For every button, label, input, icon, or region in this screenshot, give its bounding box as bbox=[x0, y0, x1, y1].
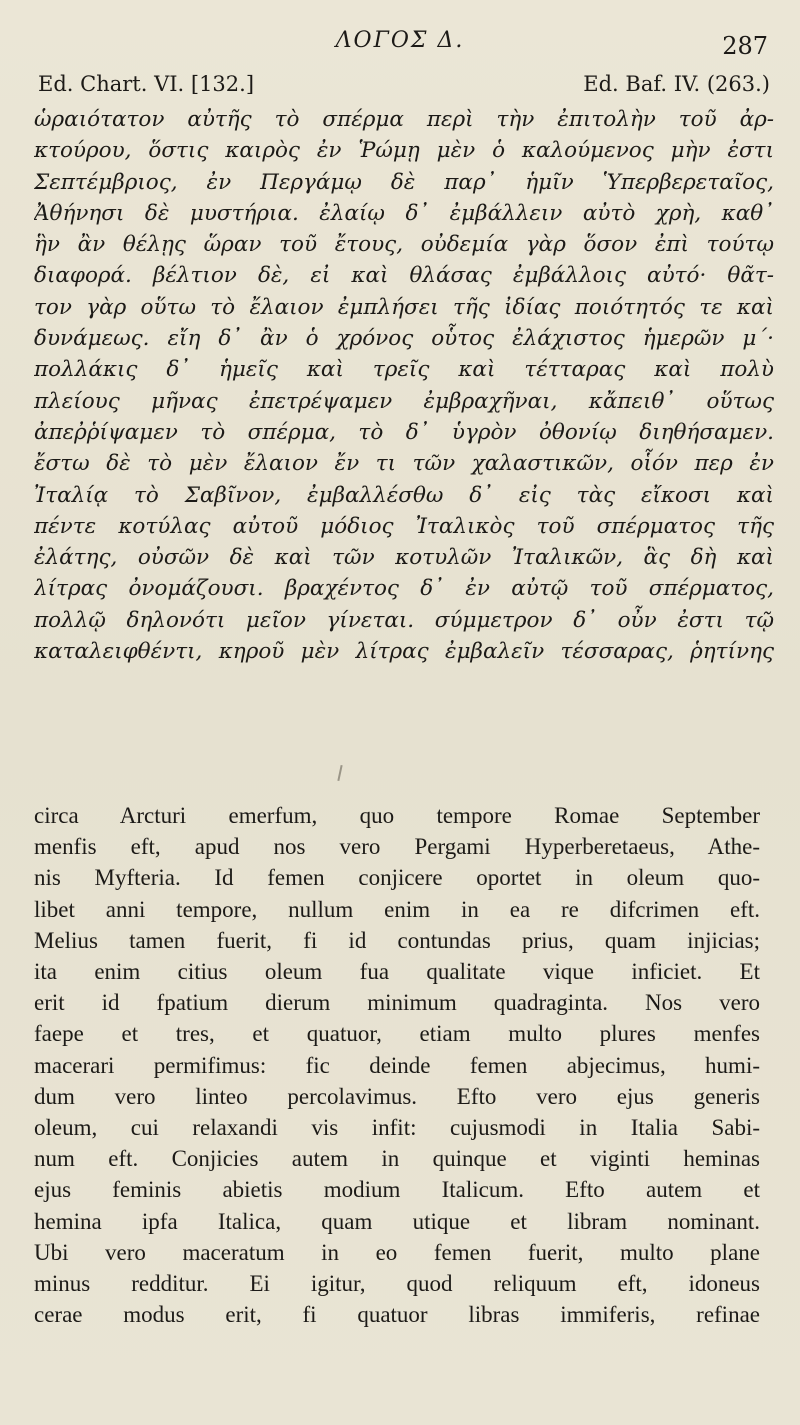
latin-text-line: ita enim citius oleum fua qualitate vique inficiet. Et bbox=[34, 959, 760, 985]
greek-text-line: Ἰταλίᾳ τὸ Σαβῖνον, ἐμβαλλέσθω δ᾽ εἰς τὰς εἴκοσι καὶ bbox=[34, 482, 774, 508]
greek-text-line: Ἀθήνησι δὲ μυστήρια. ἐλαίῳ δ᾽ ἐμβάλλειν αὐτὸ χρὴ, καθ᾽ bbox=[34, 200, 774, 226]
latin-text-line: circa Arcturi emerfum, quo tempore Romae September bbox=[34, 803, 760, 828]
greek-text-line: ἀπεῤῥίψαμεν τὸ σπέρμα, τὸ δ᾽ ὑγρὸν ὀθονίῳ διηθήσαμεν. bbox=[34, 419, 774, 445]
greek-text-line: πολλῷ δηλονότι μεῖον γίνεται. σύμμετρον δ᾽ οὖν ἐστι τῷ bbox=[34, 607, 774, 633]
latin-text-line: ejus feminis abietis modium Italicum. Efto autem et bbox=[34, 1177, 760, 1203]
latin-text-line: num eft. Conjicies autem in quinque et viginti heminas bbox=[34, 1146, 760, 1172]
latin-text-line: oleum, cui relaxandi vis infit: cujusmodi in Italia Sabi- bbox=[34, 1115, 760, 1141]
latin-text-line: hemina ipfa Italica, quam utique et libram nominant. bbox=[34, 1208, 760, 1234]
edition-chartier: Ed. Chart. VI. [132.] bbox=[38, 72, 255, 96]
greek-text-line: δυνάμεως. εἴη δ᾽ ἂν ὁ χρόνος οὗτος ἐλάχιστος ἡμερῶν μ΄· bbox=[34, 326, 774, 352]
greek-text-line: καταλειφθέντι, κηροῦ μὲν λίτρας ἐμβαλεῖν τέσσαρας, ῥητίνης bbox=[34, 639, 774, 665]
latin-text-line: faepe et tres, et quatuor, etiam multo plures menfes bbox=[34, 1021, 760, 1047]
latin-text-line: Ubi vero maceratum in eo femen fuerit, multo plane bbox=[34, 1239, 760, 1265]
greek-text-line: Σεπτέμβριος, ἐν Περγάμῳ δὲ παρ᾽ ἡμῖν Ὑπερβερεταῖος, bbox=[34, 169, 774, 195]
running-head: ΛΟΓΟΣ Δ. bbox=[335, 28, 465, 53]
greek-text-line: πολλάκις δ᾽ ἡμεῖς καὶ τρεῖς καὶ τέτταρας καὶ πολὺ bbox=[34, 357, 774, 383]
edition-references bbox=[38, 72, 770, 96]
latin-text-line: Melius tamen fuerit, fi id contundas prius, quam injicias; bbox=[34, 927, 760, 953]
greek-text-line: πλείους μῆνας ἐπετρέψαμεν ἐμβραχῆναι, κἄπειθ᾽ οὕτως bbox=[34, 388, 774, 414]
latin-text-line: erit id fpatium dierum minimum quadraginta. Nos vero bbox=[34, 990, 760, 1016]
greek-text-line: ἔστω δὲ τὸ μὲν ἔλαιον ἔν τι τῶν χαλαστικῶν, οἷόν περ ἐν bbox=[34, 451, 774, 477]
greek-text-line: διαφορά. βέλτιον δὲ, εἰ καὶ θλάσας ἐμβάλλοις αὐτό· θᾶτ- bbox=[34, 263, 774, 289]
greek-text-line: λίτρας ὀνομάζουσι. βραχέντος δ᾽ ἐν αὐτῷ τοῦ σπέρματος, bbox=[34, 576, 774, 602]
greek-text-block bbox=[34, 104, 774, 667]
greek-text-line: κτούρου, ὅστις καιρὸς ἐν Ῥώμῃ μὲν ὁ καλούμενος μὴν ἐστι bbox=[34, 138, 774, 164]
latin-text-line: cerae modus erit, fi quatuor libras immiferis, refinae bbox=[34, 1302, 760, 1328]
latin-text-line: dum vero linteo percolavimus. Efto vero ejus generis bbox=[34, 1083, 760, 1109]
latin-text-line: macerari permifimus: fic deinde femen abjecimus, humi- bbox=[34, 1052, 760, 1078]
latin-text-line: libet anni tempore, nullum enim in ea re difcrimen eft. bbox=[34, 896, 760, 922]
latin-translation-block bbox=[34, 800, 760, 1330]
greek-text-line: ὡραιότατον αὐτῆς τὸ σπέρμα περὶ τὴν ἐπιτολὴν τοῦ ἀρ- bbox=[34, 107, 774, 132]
greek-text-line: ἐλάτης, οὐσῶν δὲ καὶ τῶν κοτυλῶν Ἰταλικῶν, ἃς δὴ καὶ bbox=[34, 545, 774, 571]
greek-text-line: τον γὰρ οὕτω τὸ ἔλαιον ἐμπλήσει τῆς ἰδίας ποιότητός τε καὶ bbox=[34, 294, 774, 320]
latin-text-line: menfis eft, apud nos vero Pergami Hyperberetaeus, Athe- bbox=[34, 834, 760, 860]
latin-text-line: nis Myfteria. Id femen conjicere oportet in oleum quo- bbox=[34, 865, 760, 891]
latin-text-line: minus redditur. Ei igitur, quod reliquum eft, idoneus bbox=[34, 1271, 760, 1297]
edition-basel: Ed. Baf. IV. (263.) bbox=[583, 72, 770, 96]
greek-text-line: ἣν ἂν θέλῃς ὥραν τοῦ ἔτους, οὐδεμία γὰρ ὅσον ἐπὶ τούτῳ bbox=[34, 232, 774, 258]
greek-text-line: πέντε κοτύλας αὐτοῦ μόδιος Ἰταλικὸς τοῦ σπέρματος τῆς bbox=[34, 513, 774, 539]
section-divider-mark bbox=[337, 765, 342, 781]
page-number: 287 bbox=[722, 32, 768, 60]
